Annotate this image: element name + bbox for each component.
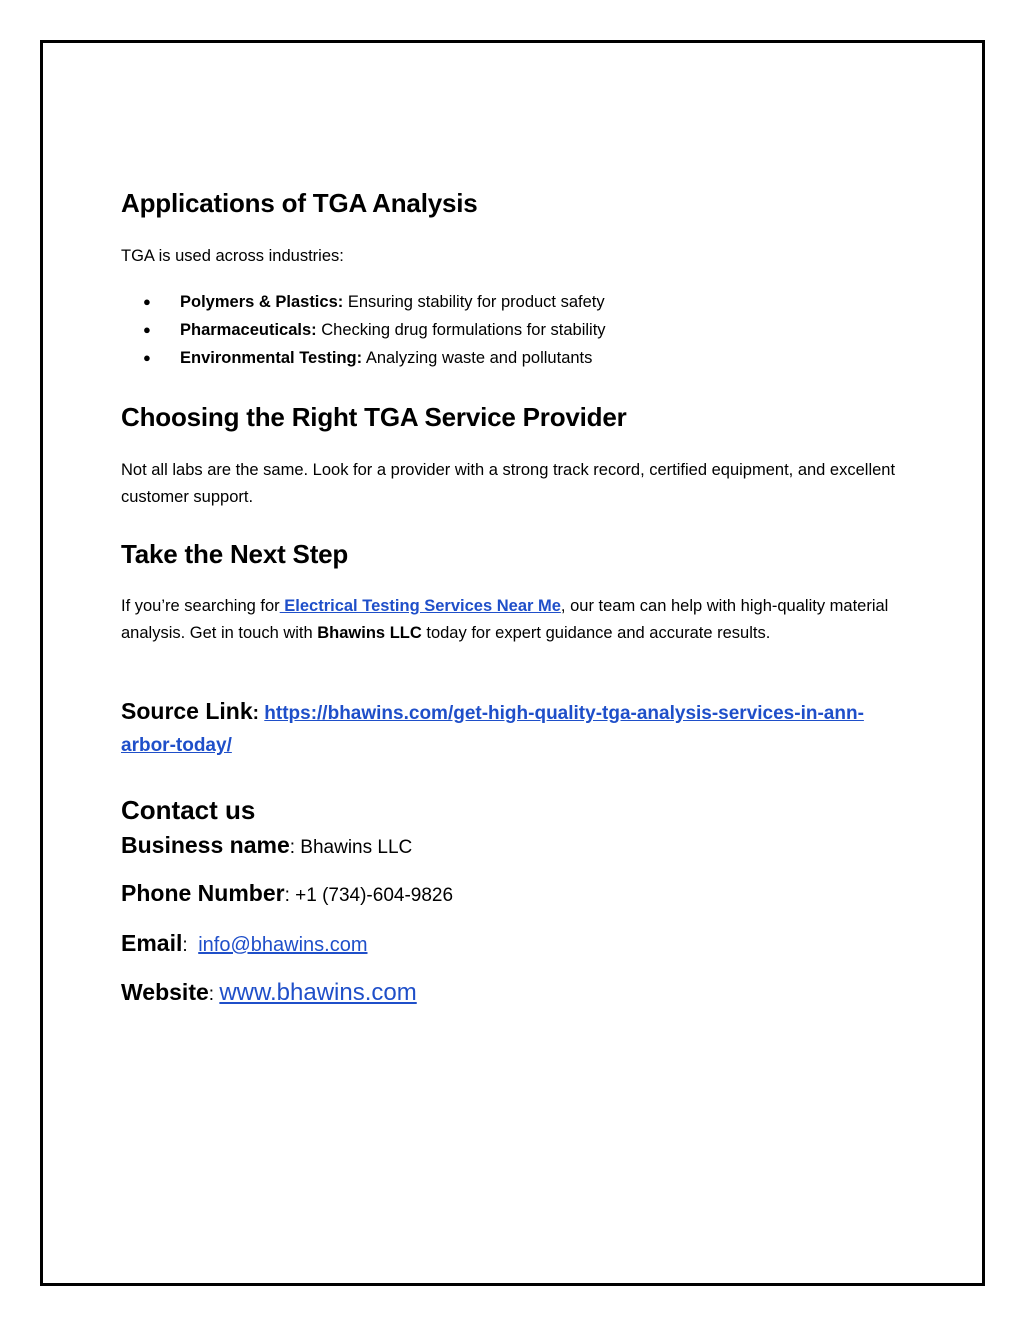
electrical-testing-link[interactable]: Electrical Testing Services Near Me <box>279 597 561 615</box>
business-name-value: : Bhawins LLC <box>289 837 413 858</box>
website-link[interactable]: www.bhawins.com <box>219 979 417 1006</box>
source-link-separator: : <box>252 703 265 724</box>
next-step-text-start: If you’re searching for <box>121 597 280 615</box>
email-link[interactable]: info@bhawins.com <box>198 934 368 956</box>
list-item <box>121 344 606 372</box>
website-separator: : <box>208 984 220 1005</box>
company-name: Bhawins LLC <box>317 624 422 642</box>
next-step-text-middle: , our team can help with high-quality material analysis. Get in touch with <box>121 597 889 642</box>
source-link-label: Source Link <box>121 698 253 724</box>
phone-label: Phone Number <box>121 880 285 906</box>
list-item-term: Environmental Testing: <box>180 349 363 367</box>
next-step-heading: Take the Next Step <box>121 539 349 569</box>
email-row <box>121 928 368 961</box>
bullet-icon: ● <box>143 322 151 337</box>
bullet-icon: ● <box>143 294 151 309</box>
source-link-block <box>121 695 911 762</box>
applications-heading: Applications of TGA Analysis <box>121 188 478 218</box>
choosing-heading: Choosing the Right TGA Service Provider <box>121 402 627 432</box>
choosing-body: Not all labs are the same. Look for a provider with a strong track record, certified equipment, and excellent customer support. <box>121 461 896 506</box>
page-border <box>40 40 985 1286</box>
applications-list <box>121 288 606 372</box>
website-label: Website <box>121 979 209 1005</box>
list-item-desc: Analyzing waste and pollutants <box>362 349 593 367</box>
applications-intro: TGA is used across industries: <box>121 247 344 265</box>
list-item-desc: Checking drug formulations for stability <box>316 321 606 339</box>
phone-value: : +1 (734)-604-9826 <box>284 885 454 906</box>
list-item <box>121 316 606 344</box>
list-item-term: Polymers & Plastics: <box>180 293 344 311</box>
business-name-label: Business name <box>121 832 290 858</box>
email-separator: : <box>182 935 199 956</box>
source-url-link[interactable]: https://bhawins.com/get-high-quality-tga-analysis-services-in-ann-arbor-today/ <box>121 703 864 756</box>
bullet-icon: ● <box>143 350 151 365</box>
website-row <box>121 977 417 1010</box>
business-name-row <box>121 830 412 863</box>
list-item-term: Pharmaceuticals: <box>180 321 317 339</box>
next-step-text-end: today for expert guidance and accurate results. <box>421 624 771 642</box>
list-item-desc: Ensuring stability for product safety <box>343 293 605 311</box>
list-item <box>121 288 606 316</box>
contact-heading: Contact us <box>121 795 256 825</box>
phone-row <box>121 878 453 911</box>
email-label: Email <box>121 930 183 956</box>
next-step-body <box>121 593 911 647</box>
